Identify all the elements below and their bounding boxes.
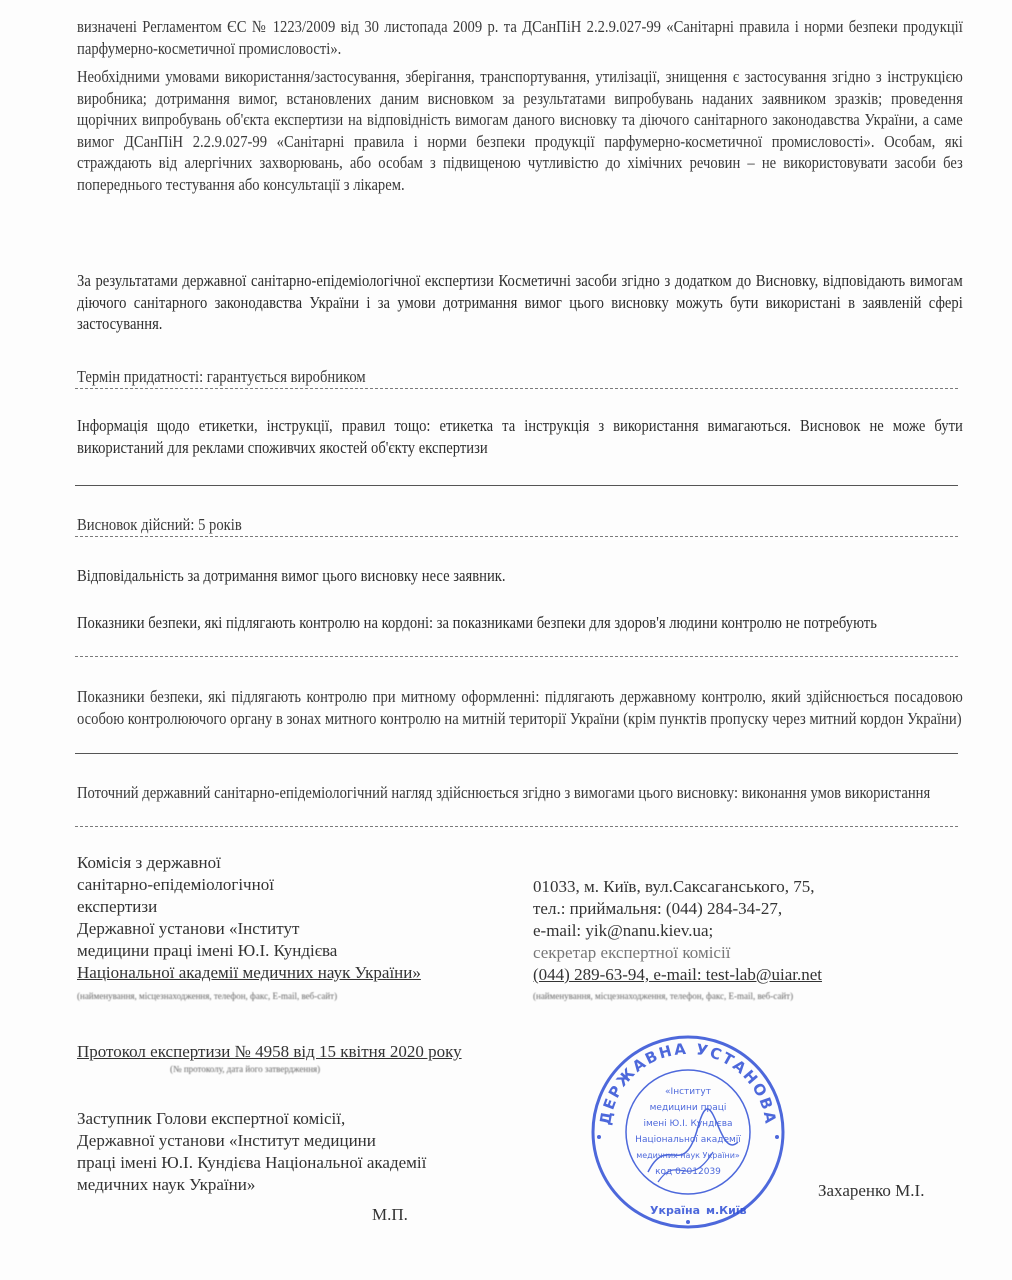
signature-block: [77, 1108, 557, 1196]
stamp-inner-line: медичних наук України»: [636, 1151, 740, 1160]
validity: Висновок дійсний: 5 років: [77, 515, 242, 534]
border-control: Показники безпеки, які підлягають контролю на кордоні: за показниками безпеки для здоров'я людини контролю не потребують: [77, 613, 877, 632]
commission-line: медицини праці імені Ю.І. Кундієва: [77, 941, 338, 960]
divider-line: [75, 753, 958, 754]
stamp-inner-line: імені Ю.І. Кундієва: [643, 1119, 733, 1129]
stamp-dot: [597, 1135, 601, 1139]
secretary-label: секретар експертної комісії: [533, 943, 731, 962]
seal-label: М.П.: [372, 1205, 408, 1224]
customs-control: Показники безпеки, які підлягають контролю при митному оформленні: підлягають державному контролю, який здійснюється посадовою особою контролюючого органу в зонах митного контролю на митній території України (крім пунктів пропуску через митний кордон України): [77, 687, 963, 728]
stamp-inner-line: код 02012039: [655, 1167, 721, 1177]
stamp-dot: [775, 1135, 779, 1139]
official-stamp: [588, 1032, 788, 1232]
signature-line: медичних наук України»: [77, 1175, 256, 1194]
supervision: Поточний державний санітарно-епідеміологічний нагляд здійснюється згідно з вимогами цього висновку: виконання умов використання: [77, 783, 931, 802]
contacts-block: [533, 876, 973, 986]
paragraph-results: За результатами державної санітарно-епідеміологічної експертизи Косметичні засоби згідно з додатком до Висновку, відповідають вимогам діючого санітарного законодавства України і за умови дотримання вимог цього висновку можуть бути використані в заявленій сфері застосування.: [77, 271, 963, 333]
stamp-outer-bottom-right: м.Київ: [706, 1204, 747, 1217]
protocol-caption: (№ протоколу, дата його затвердження): [170, 1064, 321, 1074]
divider-line: [75, 826, 958, 827]
protocol-title: Протокол експертизи № 4958 від 15 квітня 2020 року: [77, 1042, 462, 1061]
stamp-inner-line: медицини праці: [649, 1103, 727, 1113]
divider-line: [75, 485, 958, 486]
stamp-outer-top-text: ДЕРЖАВНА УСТАНОВА: [596, 1039, 780, 1127]
signature-line: Заступник Голови експертної комісії,: [77, 1109, 346, 1128]
signer-name: Захаренко М.І.: [818, 1181, 925, 1200]
stamp-dot: [686, 1220, 690, 1224]
commission-line: Державної установи «Інститут: [77, 919, 300, 938]
commission-line: експертизи: [77, 897, 158, 916]
shelf-life: Термін придатності: гарантується виробником: [77, 367, 366, 386]
stamp-inner-line: Національної академії: [635, 1135, 741, 1145]
responsibility: Відповідальність за дотримання вимог цього висновку несе заявник.: [77, 566, 506, 585]
phone: тел.: приймальня: (044) 284-34-27,: [533, 899, 783, 918]
divider-line: [75, 536, 958, 537]
divider-line: [75, 656, 958, 657]
address: 01033, м. Київ, вул.Саксаганського, 75,: [533, 877, 815, 896]
signature-line: Державної установи «Інститут медицини: [77, 1131, 376, 1150]
commission-line: санітарно-епідеміологічної: [77, 875, 274, 894]
divider-line: [75, 388, 958, 389]
paragraph-regulations: визначені Регламентом ЄС № 1223/2009 від 30 листопада 2009 р. та ДСанПіН 2.2.9.027-99 «Санітарні правила і норми безпеки продукції парфумерно-косметичної промисловості».: [77, 17, 963, 58]
commission-line-underlined: Національної академії медичних наук України»: [77, 963, 421, 982]
paragraph-conditions: Необхідними умовами використання/застосування, зберігання, транспортування, утилізації, знищення є застосування згідно з інструкцією виробника; дотримання вимог, встановлених даним висновком за результатами випробувань наданих заявником зразків; проведення щорічних випробувань об'єкта експертизи на відповідність вимогам даного висновку та діючого санітарного законодавства України, а саме вимог ДСанПіН 2.2.9.027-99 «Санітарні правила і норми безпеки продукції парфумерно-косметичної промисловості». Особам, які страждають від алергічних захворювань, або особам з підвищеною чутливістю до хімічних речовин – не використовувати засоби без попереднього тестування або консультації з лікарем.: [77, 67, 963, 194]
contacts-caption: (найменування, місцезнаходження, телефон, факс, E-mail, веб-сайт): [533, 991, 794, 1001]
commission-line: Комісія з державної: [77, 853, 221, 872]
secretary-contact: (044) 289-63-94, e-mail: test-lab@uiar.net: [533, 965, 822, 984]
commission-block: [77, 852, 517, 984]
stamp-outer-bottom-left: Україна: [650, 1204, 701, 1217]
email: e-mail: yik@nanu.kiev.ua;: [533, 921, 714, 940]
stamp-outer-ring: [593, 1037, 783, 1227]
signature-line: праці імені Ю.І. Кундієва Національної академії: [77, 1153, 427, 1172]
label-info: Інформація щодо етикетки, інструкції, правил тощо: етикетка та інструкція з використання вимагаються. Висновок не може бути використаний для реклами споживчих якостей об'єкту експертизи: [77, 416, 963, 457]
commission-caption: (найменування, місцезнаходження, телефон, факс, E-mail, веб-сайт): [77, 991, 338, 1001]
stamp-inner-line: «Інститут: [665, 1087, 711, 1097]
